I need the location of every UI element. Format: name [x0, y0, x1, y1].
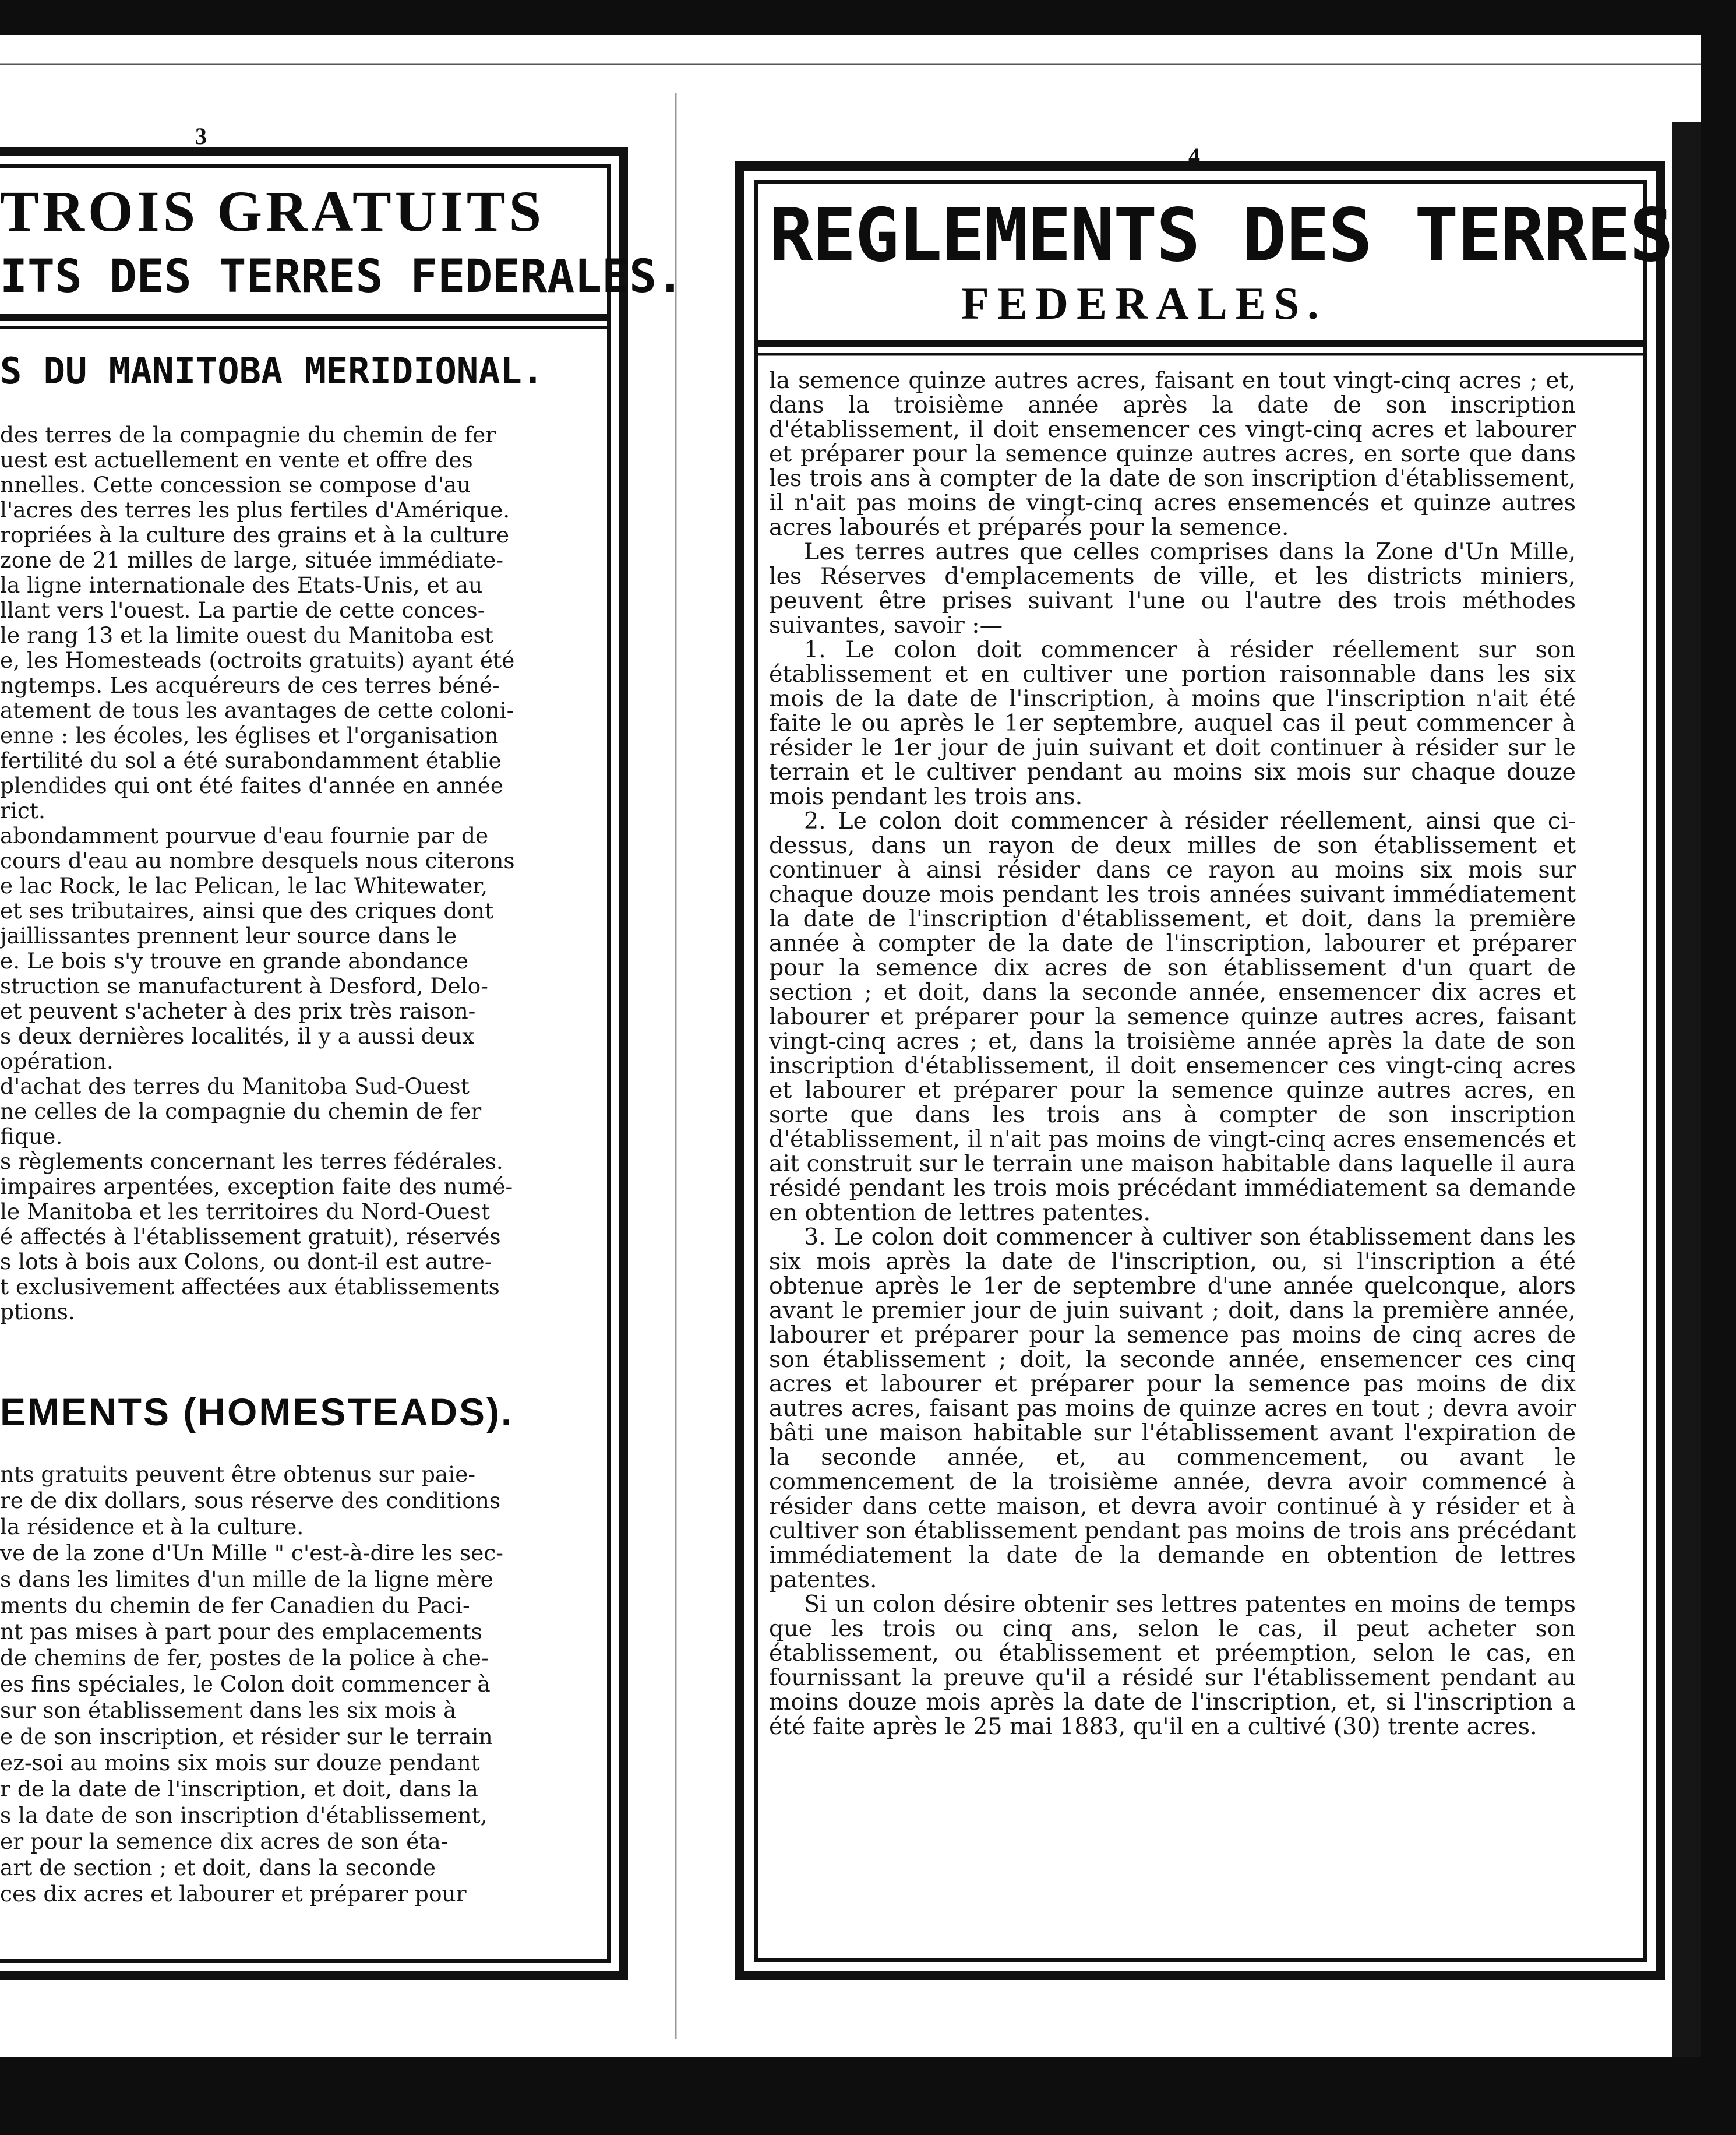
page-number: 4 — [1188, 143, 1200, 169]
page-title-line2: FEDERALES. — [961, 278, 1327, 329]
section-heading: S DU MANITOBA MERIDIONAL. — [0, 350, 544, 392]
section-text: des terres de la compagnie du chemin de fer uest est actuellement en vente et offre des nnelles. Cette concession se compose d'au l'acres des terres les plus fertiles d'Amérique. ropriées à la culture des grains et à la culture zone de 21 milles de large, située immédiate- la ligne internationale des Etats-Unis, et au llant vers l'ouest. La partie de cette conces- le rang 13 et la limite ouest du Manitoba est e, les Homesteads (octroits gratuits) ayant été ngtemps. Les acquéreurs de ces terres béné- atement de tous les avantages de cette coloni- enne : les écoles, les églises et l'organisation fertilité du sol a été surabondamment établie plendides qui ont été faites d'année en année rict. abondamment pourvue d'eau fournie par de cours d'eau au nombre desquels nous citerons e lac Rock, le lac Pelican, le lac Whitewater, et ses tributaires, ainsi que des criques dont jaillissantes prennent leur source dans le e. Le bois s'y trouve en grande abondance struction se manufacturent à Desford, Delo- et peuvent s'acheter à des prix très raison- s deux dernières localités, il y a aussi deux opération. d'achat des terres du Manitoba Sud-Ouest ne celles de la compagnie du chemin de fer fique. s règlements concernant les terres fédérales. impaires arpentées, exception faite des numé- le Manitoba et les territoires du Nord-Ouest é affectés à l'établissement gratuit), réservés s lots à bois aux Colons, ou dont-il est autre- t exclusivement affectées aux établissements ptions. — [0, 422, 515, 1324]
paragraph: 1. Le colon doit commencer à résider réellement sur son établissement et en cultiver une portion raisonnable dans les six mois de la date de l'inscription, à moins que l'inscription n'ait été faite le ou après le 1er septembre, auquel cas il peut commencer à résider le 1er jour de juin suivant et doit continuer à résider sur le terrain et le cultiver pendant au moins six mois sur chaque douze mois pendant les trois ans. — [769, 636, 1576, 810]
page-title-line2: ITS DES TERRES FEDERALES. — [0, 251, 684, 303]
paragraph: 2. Le colon doit commencer à résider réellement, ainsi que ci-dessus, dans un rayon de deux milles de son établissement et continuer à ainsi résider dans ce rayon au moins six mois sur chaque douze mois pendant les trois années suivant immédiatement la date de l'inscription d'établissement, et doit, dans la première année à compter de la date de l'inscription, labourer et préparer pour la semence dix acres de son établissement d'un quart de section ; et doit, dans la seconde année, ensemencer dix acres et labourer et préparer pour la semence quinze autres acres, faisant vingt-cinq acres ; et, dans la troisième année après la date de son inscription d'établissement, il doit ensemencer ces vingt-cinq acres et labourer et préparer pour la semence quinze autres acres, en sorte que dans les trois ans à compter de son inscription d'établissement, il n'ait pas moins de vingt-cinq acres ensemencés et ait construit sur le terrain une maison habitable dans laquelle il aura résidé pendant les trois mois précédant immédiatement sa demande en obtention de lettres patentes. — [769, 808, 1576, 1226]
paragraph: Si un colon désire obtenir ses lettres patentes en moins de temps que les trois ou cinq ans, selon le cas, il peut acheter son établissement, ou établissement et préemption, selon le cas, en fournissant la preuve qu'il a résidé sur l'établissement pendant au moins douze mois après la date de l'inscription, et, si l'inscription a été faite après le 25 mai 1883, qu'il en a cultivé (30) trente acres. — [769, 1591, 1576, 1740]
paragraph: Les terres autres que celles comprises dans la Zone d'Un Mille, les Réserves d'emplacements de ville, et les districts miniers, peuvent être prises suivant l'une ou l'autre des trois méthodes suivantes, savoir :— — [769, 538, 1576, 639]
page-number: 3 — [195, 123, 207, 149]
regulations-body — [769, 368, 1576, 1953]
homesteads-text: nts gratuits peuvent être obtenus sur paie- re de dix dollars, sous réserve des conditions la résidence et à la culture. ve de la zone d'Un Mille " c'est-à-dire les sec- s dans les limites d'un mille de la ligne mère ments du chemin de fer Canadien du Paci- nt pas mises à part pour des emplacements de chemins de fer, postes de la police à che- es fins spéciales, le Colon doit commencer à sur son établissement dans les six mois à e de son inscription, et résider sur le terrain ez-soi au moins six mois sur douze pendant r de la date de l'inscription, et doit, dans la s la date de son inscription d'établissement, er pour la semence dix acres de son éta- art de section ; et doit, dans la seconde ces dix acres et labourer et préparer pour — [0, 1461, 503, 1907]
page-title-line1: REGLEMENTS DES TERRES — [769, 192, 1673, 278]
paragraph: 3. Le colon doit commencer à cultiver son établissement dans les six mois après la date de l'inscription, ou, si l'inscription a été obtenue après le 1er de septembre d'une année quelconque, alors avant le premier jour de juin suivant ; doit, dans la première année, labourer et préparer pour la semence pas moins de cinq acres de son établissement ; doit, la seconde année, ensemencer ces cinq acres et labourer et préparer pour la semence pas moins de dix autres acres, faisant pas moins de quinze acres en tout ; devra avoir bâti une maison habitable sur l'établissement avant l'expiration de la seconde année, et, au commencement, ou avant le commencement de la troisième année, devra avoir commencé à résider dans cette maison, et devra avoir continué à y résider et à cultiver son établissement pendant pas moins de trois ans précédant immédiatement la date de la demande en obtention de lettres patentes. — [769, 1224, 1576, 1593]
page-title-line1: TROIS GRATUITS — [0, 179, 545, 244]
homesteads-heading: EMENTS (HOMESTEADS). — [0, 1390, 514, 1433]
paragraph: la semence quinze autres acres, faisant en tout vingt-cinq acres ; et, dans la troisième année après la date de son inscription d'établissement, il doit ensemencer ces vingt-cinq acres et labourer et préparer pour la semence quinze autres acres, en sorte que dans les trois ans à compter de la date de son inscription d'établissement, il n'ait pas moins de vingt-cinq acres ensemencés et quinze autres acres labourés et préparés pour la semence. — [769, 368, 1576, 541]
